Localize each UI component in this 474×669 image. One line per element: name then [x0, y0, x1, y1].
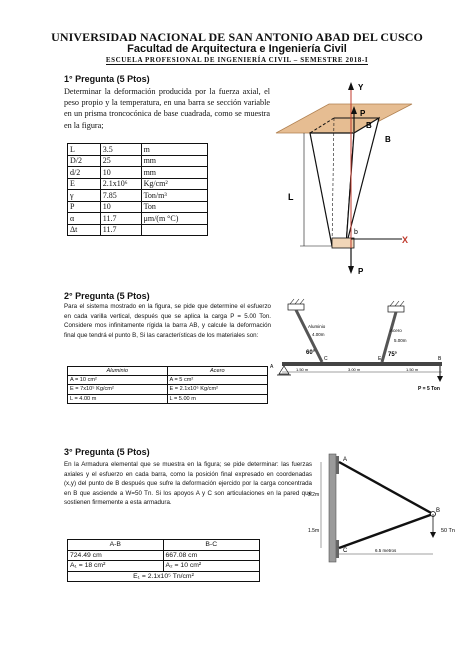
- q1-table-cell: γ: [68, 190, 101, 202]
- dim3-label: 1.50 m: [406, 367, 419, 372]
- q1-table-row: [68, 213, 208, 225]
- q1-table-cell: 10: [100, 201, 141, 213]
- q3-table-header-row: [68, 540, 260, 551]
- q1-table-cell: D/2: [68, 155, 101, 167]
- aluminum-label: Aluminio: [308, 324, 326, 329]
- l-label: L: [288, 192, 294, 202]
- q3-table-footer: E₁ = 2.1x10⁵ Tn/cm²: [68, 571, 260, 582]
- len-al-label: 4.00m: [312, 332, 325, 337]
- q2-title: 2° Pregunta (5 Ptos): [64, 291, 150, 301]
- q3-table: [67, 539, 260, 582]
- q2-table-row: [68, 376, 268, 385]
- q1-table-cell: α: [68, 213, 101, 225]
- q1-table-cell: Kg/cm²: [141, 178, 207, 190]
- q3-text: En la Armadura elemental que se muestra en la figura; se pide determinar: las fuerzas axiales y el esfuerzo en cada barra, como la posición final expresado en coordenadas (x,y) del punto de B después que sufre la deformación ejercido por la carga concentrada en B que asciende a W=50 Tn. Si los apoyos A y C son articulaciones en la pared que sostienen firmemente a esta armadura.: [64, 461, 312, 507]
- p-bottom-label: P: [358, 267, 364, 276]
- q1-text: Determinar la deformación producida por la fuerza axial, el peso propio y la temperatura, en una barra se sección variable en un prisma troncocónica de base cuadrada, como se muestra en la figura;: [64, 87, 270, 130]
- q2-table-cell: A = 10 cm²: [68, 376, 168, 385]
- point-e-label: E: [378, 356, 382, 362]
- rigid-bar-ab: [282, 362, 442, 366]
- q1-table: [67, 143, 208, 236]
- q2-table-cell: A = 5 cm²: [167, 376, 268, 385]
- q3-table-header: B-C: [163, 540, 260, 551]
- q3-table-row: [68, 561, 260, 572]
- point-b-label: B: [438, 356, 442, 362]
- q2-figure: [268, 296, 474, 406]
- q1-table-cell: 2.1x10⁶: [100, 178, 141, 190]
- point-b-label: B: [436, 508, 441, 514]
- q1-table-cell: mm: [141, 167, 207, 179]
- q1-figure: [262, 76, 422, 276]
- q3-table-header: A-B: [68, 540, 164, 551]
- q1-table-cell: d/2: [68, 167, 101, 179]
- dim2-label: 3.00 m: [348, 367, 361, 372]
- member-bc: [339, 514, 433, 548]
- q1-table-cell: 3.5: [100, 144, 141, 156]
- q1-title: 1° Pregunta (5 Ptos): [64, 74, 150, 84]
- load-p-label: P = 5 Ton: [418, 386, 440, 392]
- x-label: X: [402, 235, 409, 245]
- q1-table-cell: Δt: [68, 224, 101, 236]
- university-title: UNIVERSIDAD NACIONAL DE SAN ANTONIO ABAD DEL CUSCO: [51, 30, 423, 44]
- q2-table: [67, 366, 268, 404]
- q3-table-cell: A₂ = 10 cm²: [163, 561, 260, 572]
- q2-table-header-row: [68, 367, 268, 376]
- q3-table-row: [68, 550, 260, 561]
- q3-table-cell: 667.08 cm: [163, 550, 260, 561]
- b-side-label: B: [385, 135, 391, 144]
- width-label: 6.5 metros: [375, 548, 397, 553]
- q1-table-cell: Ton/m³: [141, 190, 207, 202]
- q3-table-cell: A₁ = 18 cm²: [68, 561, 164, 572]
- q1-table-cell: P: [68, 201, 101, 213]
- load-label: 50 Tn: [441, 528, 455, 534]
- q1-table-cell: 25: [100, 155, 141, 167]
- point-a-label: A: [270, 364, 274, 370]
- q2-text: Para el sistema mostrado en la figura, se pide que determine el esfuerzo en cada varilla vertical, después que se aplica la carga P = 5.00 Ton. Considere mos infinitamente rígida la barra AB, y calcule la deformación final que tendrá el punto B, Si las características de los materiales son:: [64, 303, 271, 339]
- q1-table-row: [68, 167, 208, 179]
- dim1-label: 1.50 m: [296, 367, 309, 372]
- q1-table-cell: [141, 224, 207, 236]
- q1-table-cell: μm/(m °C): [141, 213, 207, 225]
- q2-table-cell: E = 2.1x10⁶ Kg/cm²: [167, 385, 268, 394]
- q1-table-row: [68, 224, 208, 236]
- steel-label: Acero: [390, 328, 402, 333]
- q1-table-cell: E: [68, 178, 101, 190]
- b-upper-label: B: [366, 121, 372, 130]
- q2-table-row: [68, 385, 268, 394]
- q2-table-row: [68, 394, 268, 403]
- wall: [329, 454, 336, 562]
- q3-table-footer-row: [68, 571, 260, 582]
- q2-table-header: Aluminio: [68, 367, 168, 376]
- point-a-label: A: [343, 457, 348, 463]
- p-top-label: P: [360, 109, 366, 118]
- len-ac-label: 5.00m: [394, 338, 407, 343]
- member-ab: [339, 462, 433, 514]
- point-c-label: C: [343, 548, 348, 554]
- q1-table-cell: mm: [141, 155, 207, 167]
- q1-table-cell: 7.85: [100, 190, 141, 202]
- q1-table-cell: 11.7: [100, 224, 141, 236]
- q1-table-row: [68, 178, 208, 190]
- q2-table-cell: L = 4.00 m: [68, 394, 168, 403]
- b-lower-label: b: [354, 229, 358, 236]
- school-subtitle: ESCUELA PROFESIONAL DE INGENIERÍA CIVIL – SEMESTRE 2018-I: [105, 56, 369, 64]
- q1-table-row: [68, 155, 208, 167]
- point-c-label: C: [324, 356, 328, 362]
- h1-label: 3.2m: [308, 492, 320, 498]
- q3-table-cell: 724.49 cm: [68, 550, 164, 561]
- q1-table-cell: Ton: [141, 201, 207, 213]
- faculty-title: Facultad de Arquitectura e Ingeniería Civil: [127, 43, 347, 55]
- angle1-label: 60°: [306, 350, 316, 356]
- q1-table-cell: L: [68, 144, 101, 156]
- angle2-label: 75°: [388, 352, 398, 358]
- q2-table-cell: E = 7x10⁵ Kg/cm²: [68, 385, 168, 394]
- q1-table-cell: 10: [100, 167, 141, 179]
- q1-table-row: [68, 201, 208, 213]
- q2-table-cell: L = 5.00 m: [167, 394, 268, 403]
- q3-figure: [305, 450, 470, 570]
- q1-table-cell: 11.7: [100, 213, 141, 225]
- y-label: Y: [358, 83, 364, 92]
- q1-table-row: [68, 144, 208, 156]
- q1-table-cell: m: [141, 144, 207, 156]
- h2-label: 1.5m: [308, 528, 320, 534]
- q1-table-row: [68, 190, 208, 202]
- q2-table-header: Acero: [167, 367, 268, 376]
- q3-title: 3° Pregunta (5 Ptos): [64, 447, 150, 457]
